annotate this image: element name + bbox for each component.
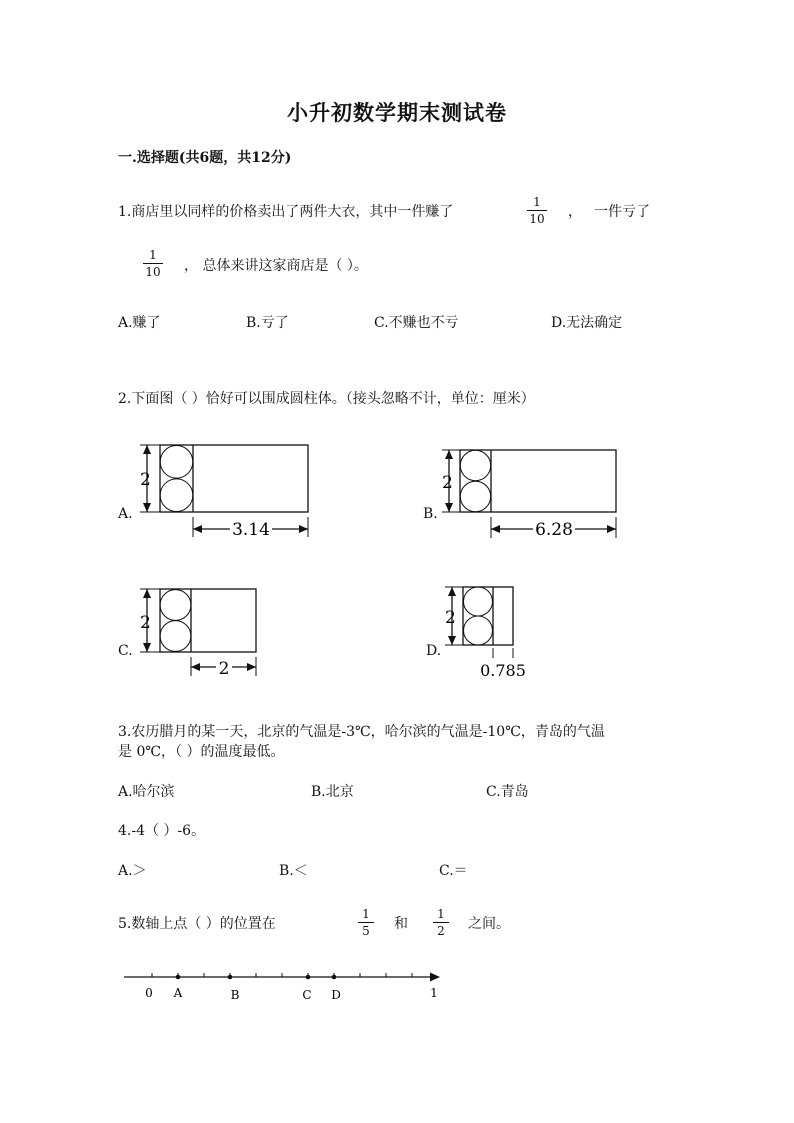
number-line	[118, 966, 448, 1006]
q2-text: 2.下面图（ ）恰好可以围成圆柱体。（接头忽略不计，单位：厘米）	[118, 391, 535, 407]
q3-option-a[interactable]: A.哈尔滨	[118, 784, 175, 800]
q4-text: 4.-4（ ）-6。	[118, 823, 206, 839]
q1-frac1-numerator: 1	[533, 195, 541, 209]
q1-option-b[interactable]: B.亏了	[246, 315, 289, 331]
q1-mid: 一件亏了	[594, 204, 650, 220]
q1-separator: ，	[568, 204, 582, 220]
q2-figure-a	[130, 436, 330, 546]
q3-option-c[interactable]: C.青岛	[486, 784, 529, 800]
axis-label-b: B	[230, 988, 240, 1002]
q2-figure-d	[435, 578, 545, 683]
q5-prefix: 5.数轴上点（ ）的位置在	[118, 916, 276, 932]
q5-fraction-2	[433, 907, 449, 938]
point-b-marker[interactable]	[228, 975, 233, 980]
page-title: 小升初数学期末测试卷	[287, 100, 507, 125]
q1-frac1-denominator: 10	[529, 212, 545, 226]
q1-prefix: 1.商店里以同样的价格卖出了两件大衣，其中一件赚了	[118, 204, 454, 220]
q2-figure-d-height: 2	[445, 608, 456, 628]
q4-option-b[interactable]: B.＜	[279, 863, 308, 879]
section-heading: 一.选择题(共6题，共12分)	[118, 150, 292, 166]
axis-label-c: C	[302, 988, 312, 1002]
q2-figure-b	[432, 441, 632, 546]
axis-label-d: D	[331, 988, 341, 1002]
q3-line-1: 3.农历腊月的某一天，北京的气温是-3℃，哈尔滨的气温是-10℃，青岛的气温	[118, 724, 605, 740]
q5-and: 和	[394, 916, 408, 932]
q1-frac2-denominator: 10	[145, 265, 161, 279]
q1-frac2-numerator: 1	[149, 248, 157, 262]
q2-figure-c-height: 2	[140, 613, 151, 633]
q1-tail: ， 总体来讲这家商店是（ ）。	[184, 258, 368, 274]
q1-fraction-1	[527, 195, 547, 226]
q2-figure-d-label[interactable]: D.	[426, 643, 442, 659]
q2-figure-d-width: 0.785	[480, 661, 526, 680]
q5-frac2-denominator: 2	[437, 924, 445, 938]
q5-frac2-numerator: 1	[437, 907, 445, 921]
q2-figure-b-width: 6.28	[535, 520, 573, 540]
point-a-marker[interactable]	[176, 975, 181, 980]
point-d-marker[interactable]	[332, 975, 337, 980]
q5-frac1-numerator: 1	[362, 907, 370, 921]
q3-line-2: 是 0℃，（ ）的温度最低。	[118, 744, 285, 760]
q2-figure-b-label[interactable]: B.	[423, 506, 438, 522]
q2-figure-c-label[interactable]: C.	[118, 643, 133, 659]
axis-label-a: A	[173, 986, 183, 1000]
q1-option-a[interactable]: A.赚了	[118, 315, 161, 331]
q4-option-a[interactable]: A.＞	[118, 863, 147, 879]
q1-fraction-2	[143, 248, 163, 279]
q2-figure-c	[130, 580, 270, 680]
axis-label-one: 1	[430, 986, 438, 1000]
q2-figure-c-width: 2	[218, 659, 230, 679]
q1-option-c[interactable]: C.不赚也不亏	[374, 315, 459, 331]
q2-figure-a-height: 2	[140, 470, 151, 490]
q5-fraction-1	[358, 907, 374, 938]
q2-figure-a-label[interactable]: A.	[118, 506, 133, 522]
q1-option-d[interactable]: D.无法确定	[551, 315, 623, 331]
q4-option-c[interactable]: C.＝	[439, 863, 468, 879]
axis-label-zero: 0	[145, 986, 153, 1000]
q2-figure-a-width: 3.14	[232, 520, 270, 540]
q2-figure-b-height: 2	[442, 473, 453, 493]
q5-suffix: 之间。	[468, 916, 510, 932]
point-c-marker[interactable]	[306, 975, 311, 980]
q5-frac1-denominator: 5	[362, 924, 370, 938]
q3-option-b[interactable]: B.北京	[311, 784, 354, 800]
